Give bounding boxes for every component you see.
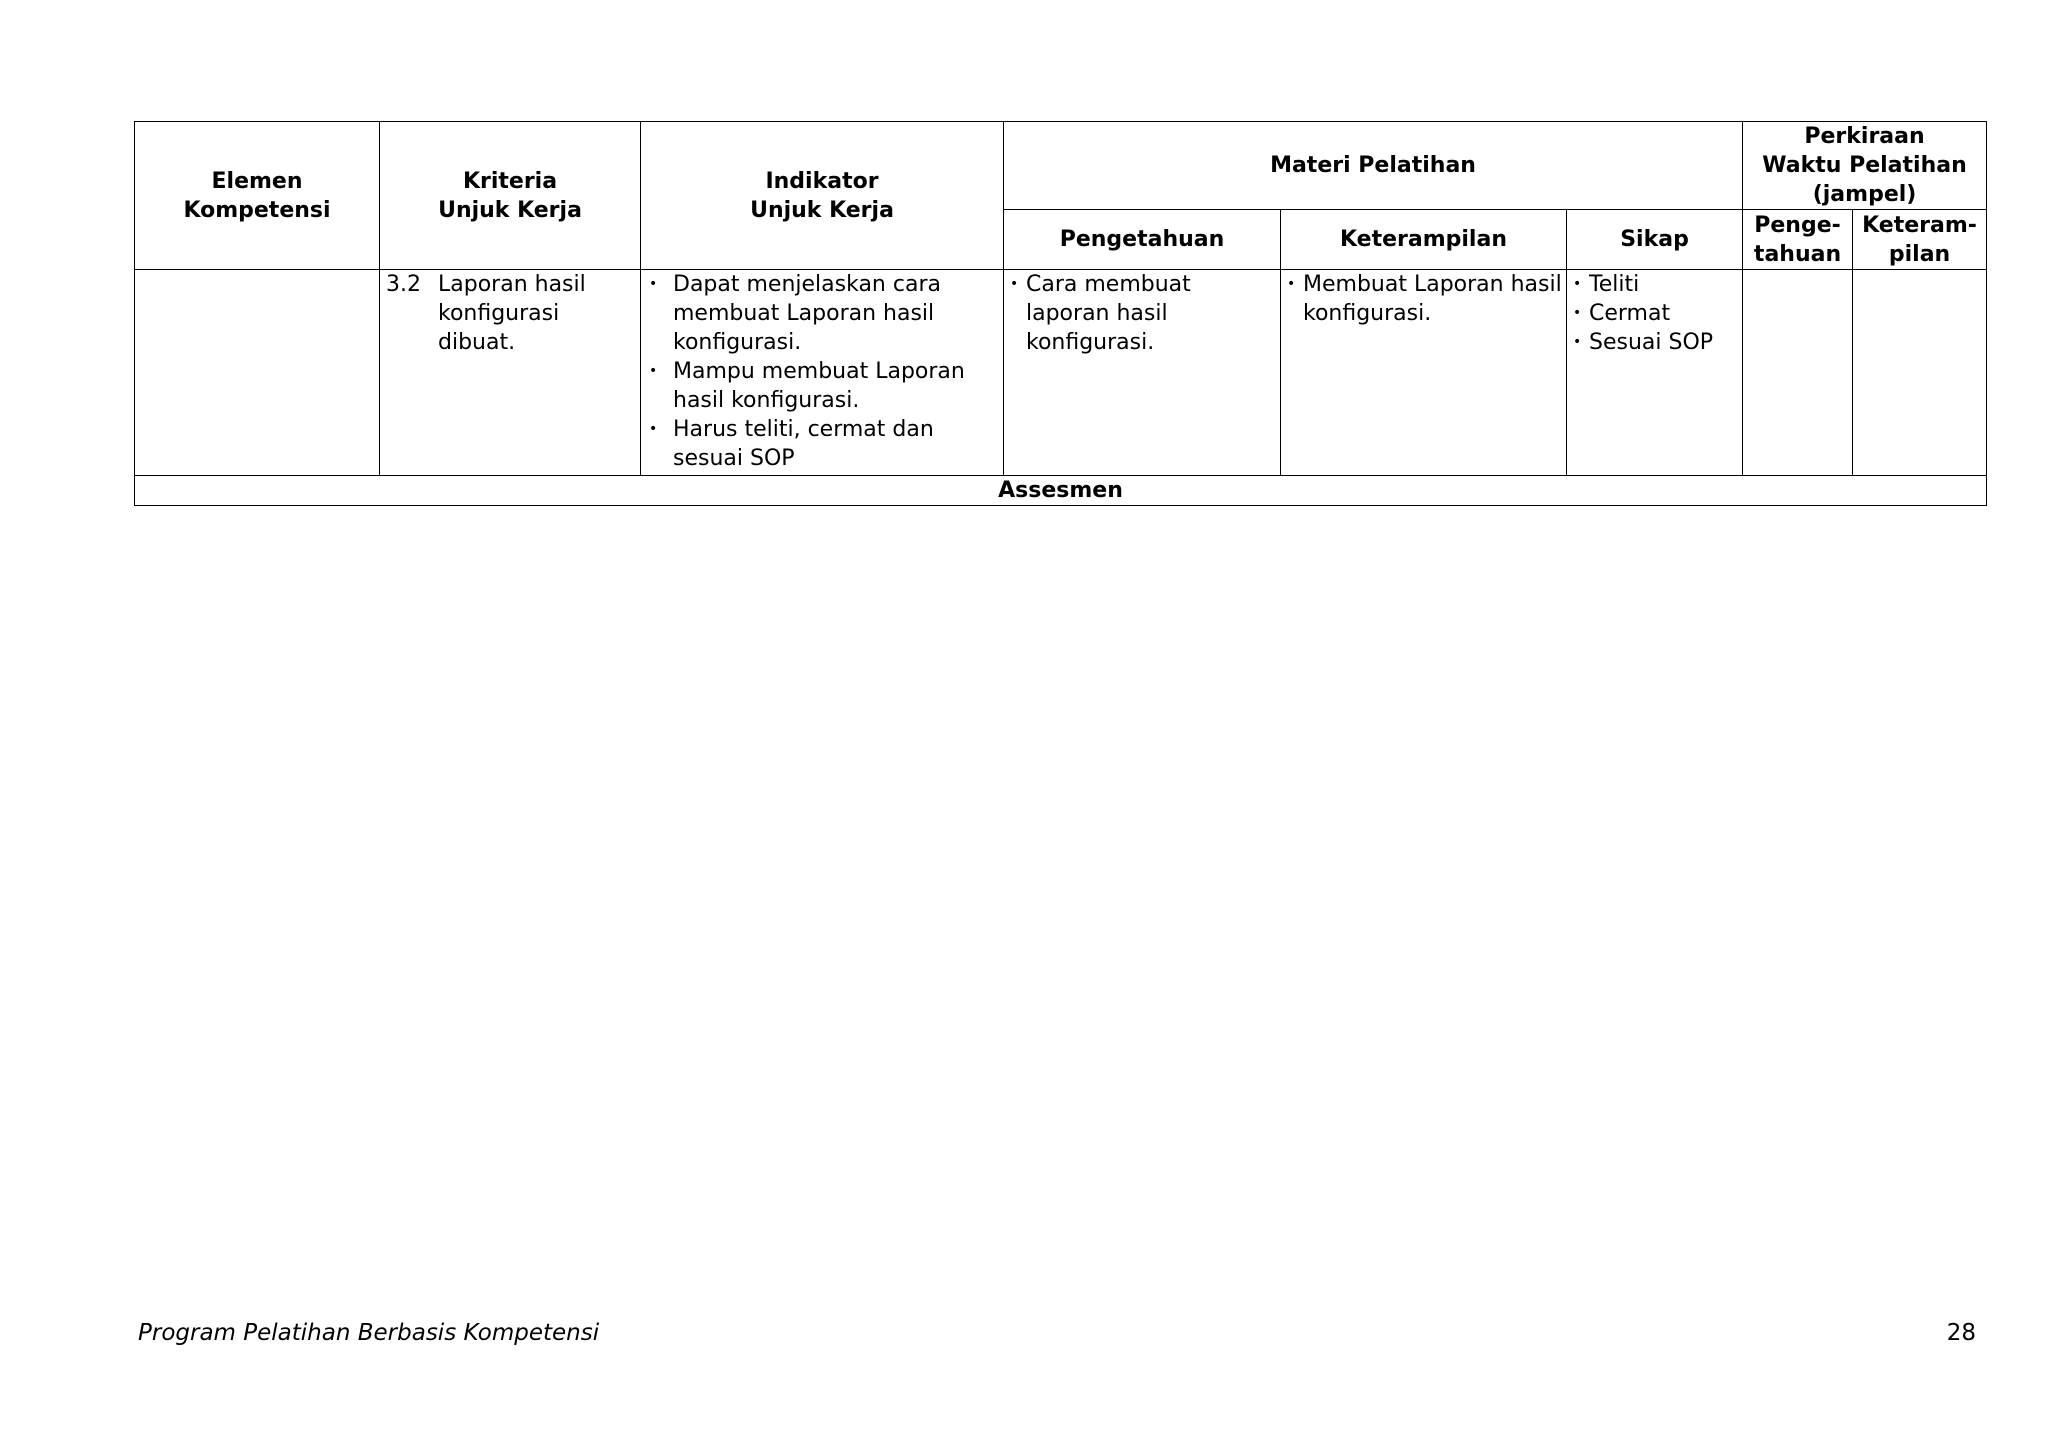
list-item: • Sesuai SOP bbox=[1567, 328, 1742, 357]
cell-waktu-pengetahuan bbox=[1743, 270, 1853, 476]
header-elemen-kompetensi: Elemen Kompetensi bbox=[135, 122, 380, 270]
keterampilan-list bbox=[1281, 270, 1566, 328]
list-item: • Mampu membuat Laporan hasil konfigurasi. bbox=[641, 357, 1003, 415]
kuk-text: Laporan hasil konfigurasi dibuat. bbox=[438, 272, 586, 355]
header-waktu-pengetahuan: Penge- tahuan bbox=[1743, 210, 1853, 270]
indikator-list bbox=[641, 270, 1003, 473]
header-indikator-unjuk-kerja: Indikator Unjuk Kerja bbox=[641, 122, 1004, 270]
list-item: • Harus teliti, cermat dan sesuai SOP bbox=[641, 415, 1003, 473]
header-perkiraan-waktu: Perkiraan Waktu Pelatihan (jampel) bbox=[1743, 122, 1987, 210]
cell-keterampilan bbox=[1281, 270, 1567, 476]
competency-table bbox=[134, 121, 1987, 506]
list-item: • Teliti bbox=[1567, 270, 1742, 299]
footer-title: Program Pelatihan Berbasis Kompetensi bbox=[138, 1320, 600, 1346]
assesmen-label: Assesmen bbox=[135, 476, 1987, 506]
header-keterampilan: Keterampilan bbox=[1281, 210, 1567, 270]
header-kriteria-unjuk-kerja: Kriteria Unjuk Kerja bbox=[380, 122, 641, 270]
header-materi-pelatihan: Materi Pelatihan bbox=[1004, 122, 1743, 210]
cell-kriteria bbox=[380, 270, 641, 476]
header-row-1 bbox=[135, 122, 1987, 210]
header-sikap: Sikap bbox=[1567, 210, 1743, 270]
cell-elemen bbox=[135, 270, 380, 476]
cell-sikap bbox=[1567, 270, 1743, 476]
list-item: • Cara membuat laporan hasil konfigurasi. bbox=[1004, 270, 1280, 357]
list-item: • Membuat Laporan hasil konfigurasi. bbox=[1281, 270, 1566, 328]
sikap-list bbox=[1567, 270, 1742, 357]
assesmen-row bbox=[135, 476, 1987, 506]
table-row bbox=[135, 270, 1987, 476]
cell-pengetahuan bbox=[1004, 270, 1281, 476]
list-item: • Cermat bbox=[1567, 299, 1742, 328]
cell-indikator bbox=[641, 270, 1004, 476]
pengetahuan-list bbox=[1004, 270, 1280, 357]
cell-waktu-keterampilan bbox=[1853, 270, 1987, 476]
kuk-number: 3.2 bbox=[386, 272, 421, 297]
page-number: 28 bbox=[1946, 1320, 1976, 1346]
header-pengetahuan: Pengetahuan bbox=[1004, 210, 1281, 270]
header-waktu-keterampilan: Keteram- pilan bbox=[1853, 210, 1987, 270]
list-item: • Dapat menjelaskan cara membuat Laporan hasil konfigurasi. bbox=[641, 270, 1003, 357]
